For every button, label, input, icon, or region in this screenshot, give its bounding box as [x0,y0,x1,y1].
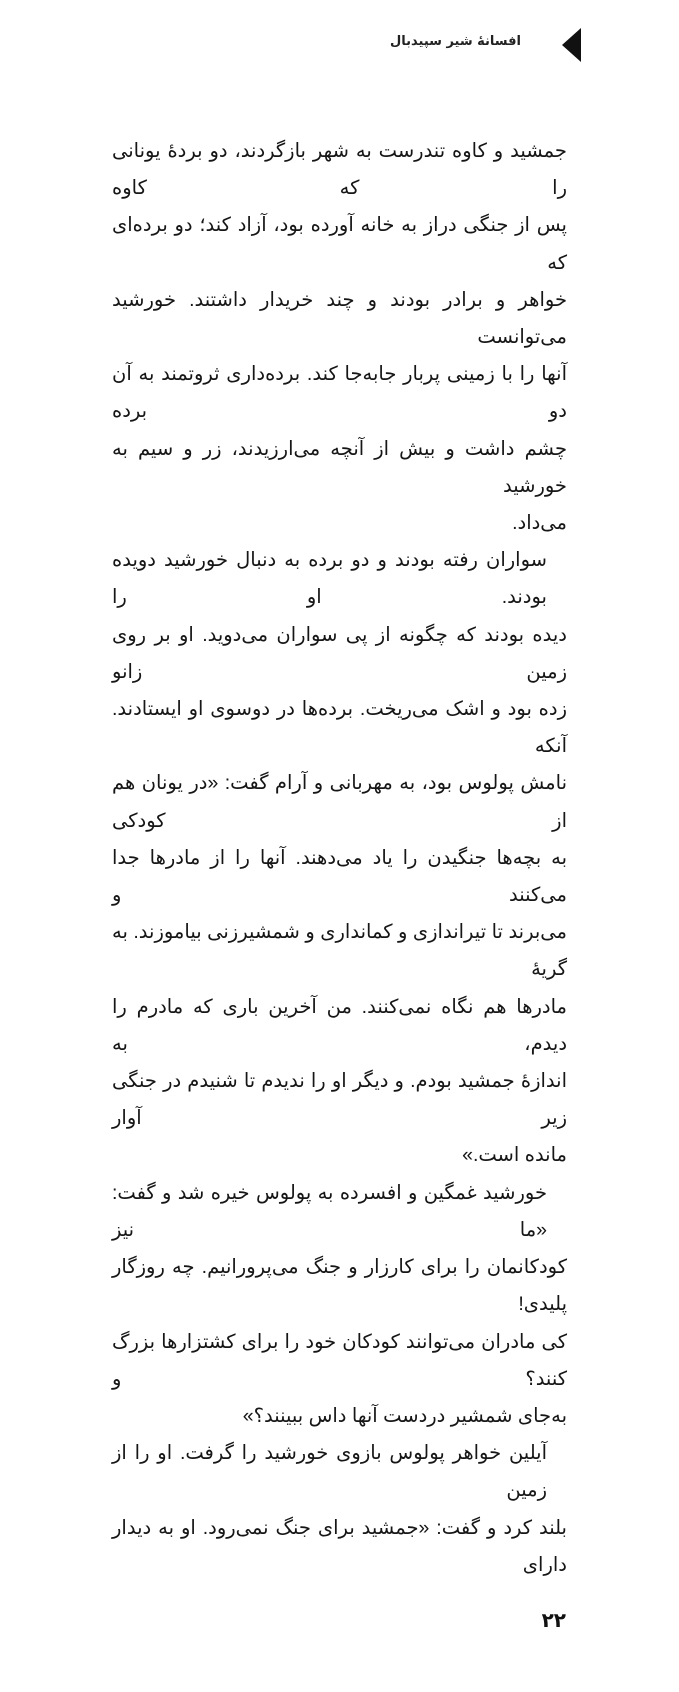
text-line: می‌برند تا تیراندازی و کمانداری و شمشیرزنی بیاموزند. به گریهٔ [112,921,567,981]
text-line: مادرها هم نگاه نمی‌کنند. من آخرین باری که مادرم را دیدم، به [112,995,567,1055]
body-text [112,133,567,1584]
text-line: بلند کرد و گفت: «جمشید برای جنگ نمی‌رود. او به دیدار دارای [112,1516,567,1576]
triangle-left-icon [562,28,581,62]
text-line: اندازهٔ جمشید بودم. و دیگر او را ندیدم تا شنیدم در جنگی زیر آوار [112,1070,567,1130]
text-line: آنها را با زمینی پربار جابه‌جا کند. برده‌داری ثروتمند به آن دو برده [112,363,567,423]
text-line: خورشید غمگین و افسرده به پولوس خیره شد و گفت: «ما نیز [112,1181,547,1241]
text-line: مانده است.» [462,1144,567,1167]
book-title: افسانهٔ شیر سپیدبال [389,34,521,49]
paragraph [112,542,567,1174]
text-line: کودکانمان را برای کارزار و جنگ می‌پرورانیم. چه روزگار پلیدی! [112,1256,567,1316]
page-number: ۲۲ [541,1607,566,1632]
paragraph [112,1175,567,1435]
text-line: به بچه‌ها جنگیدن را یاد می‌دهند. آنها را از مادرها جدا می‌کنند و [112,846,567,907]
text-line: کی مادران می‌توانند کودکان خود را برای کشتزارها بزرگ کنند؟ و [112,1330,567,1390]
text-line: به‌جای شمشیر دردست آنها داس ببینند؟» [242,1404,567,1427]
text-line: خواهر و برادر بودند و چند خریدار داشتند. خورشید می‌توانست [112,288,567,349]
text-line: جمشید و کاوه تندرست به شهر بازگردند، دو بردهٔ یونانی را که کاوه [112,140,567,200]
paragraph [112,133,567,542]
text-line: نامش پولوس بود، به مهربانی و آرام گفت: «در یونان هم از کودکی [112,772,567,832]
text-line: دیده بودند که چگونه از پی سواران می‌دوید. او بر روی زمین زانو [112,623,567,683]
text-line: سواران رفته بودند و دو برده به دنبال خورشید دویده بودند. او را [112,549,547,609]
running-header [281,26,581,66]
text-line: می‌داد. [512,512,567,535]
text-line: پس از جنگی دراز به خانه آورده بود، آزاد کند؛ دو برده‌ای که [112,214,567,274]
text-line: آیلین خواهر پولوس بازوی خورشید را گرفت. او را از زمین [112,1442,547,1502]
text-line: زده بود و اشک می‌ریخت. برده‌ها در دوسوی او ایستادند. آنکه [112,698,567,758]
paragraph [112,1435,567,1584]
text-line: چشم داشت و بیش از آنچه می‌ارزیدند، زر و سیم به خورشید [112,437,567,497]
